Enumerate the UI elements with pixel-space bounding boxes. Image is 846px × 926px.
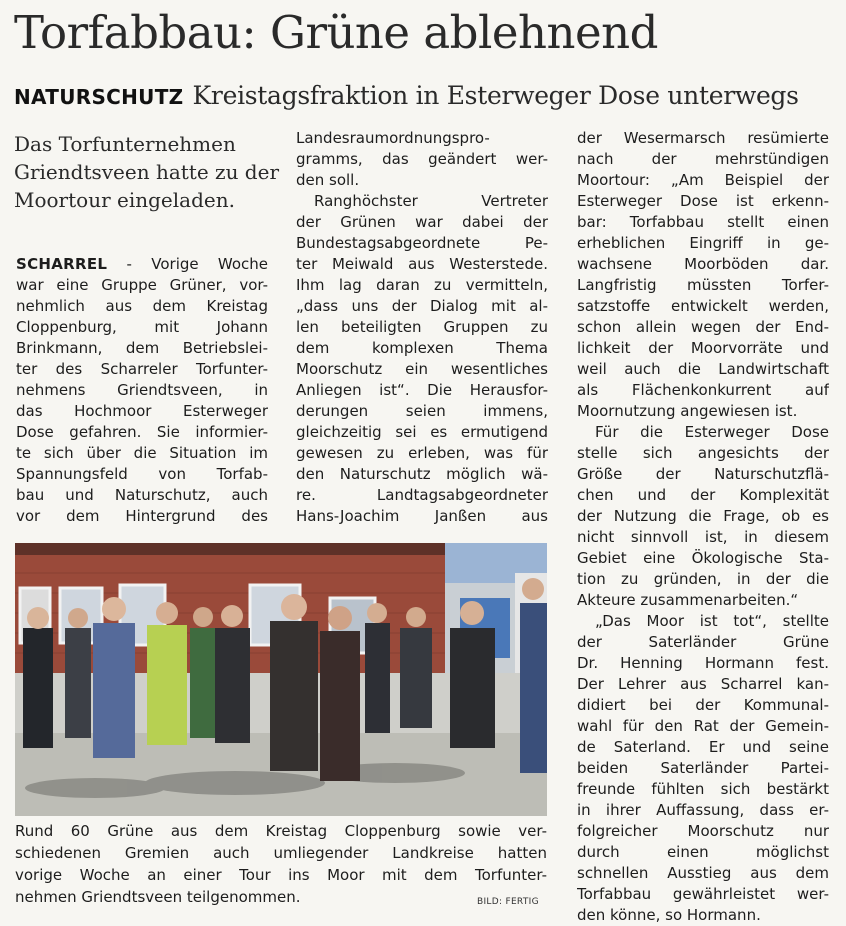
column-line: freunde fühlten sich bestärkt bbox=[577, 780, 829, 798]
column-line: Spannungsfeld von Torfab- bbox=[16, 465, 268, 483]
column-line: das Hochmoor Esterweger bbox=[16, 402, 268, 420]
kicker: NATURSCHUTZ bbox=[14, 85, 184, 109]
column-line: gleichzeitig sei es ermutigend bbox=[296, 423, 548, 441]
column-line: Hans-Joachim Janßen aus bbox=[296, 507, 548, 525]
column-line: gramms, das geändert wer- bbox=[296, 150, 548, 168]
column-line: Moortour: „Am Beispiel der bbox=[577, 171, 829, 189]
column-line: Cloppenburg, mit Johann bbox=[16, 318, 268, 336]
column-line: beiden Saterländer Partei- bbox=[577, 759, 829, 777]
caption-line: Rund 60 Grüne aus dem Kreistag Cloppenburg sowie ver- bbox=[15, 822, 547, 840]
column-line: Ihm lag daran zu vermitteln, bbox=[296, 276, 548, 294]
column-line: ter des Scharreler Torfunter- bbox=[16, 360, 268, 378]
column-line: Esterweger Dose ist erkenn- bbox=[577, 192, 829, 210]
column-line: durch einen möglichst bbox=[577, 843, 829, 861]
column-line: chen und der Komplexität bbox=[577, 486, 829, 504]
column-line: lichkeit der Moorvorräte und bbox=[577, 339, 829, 357]
column-line: erheblichen Eingriff in ge- bbox=[577, 234, 829, 252]
column-line: gewesen zu erleben, was für bbox=[296, 444, 548, 462]
column-line: „Das Moor ist tot“, stellte bbox=[595, 612, 829, 630]
group-photo bbox=[15, 543, 547, 816]
column-line: wahl für den Rat der Gemein- bbox=[577, 717, 829, 735]
column-line: Brinkmann, dem Betriebslei- bbox=[16, 339, 268, 357]
column-line: der Saterländer Grüne bbox=[577, 633, 829, 651]
column-line: Torfabbau gewährleistet wer- bbox=[577, 885, 829, 903]
column-line: der Wesermarsch resümierte bbox=[577, 129, 829, 147]
column-line: folgreicher Moorschutz nur bbox=[577, 822, 829, 840]
lead-line: Das Torfunternehmen bbox=[14, 132, 236, 156]
column-line: satzstoffe entwickelt werden, bbox=[577, 297, 829, 315]
column-line: „dass uns der Dialog mit al- bbox=[296, 297, 548, 315]
column-line: tion zu gründen, in der die bbox=[577, 570, 829, 588]
column-line: Bundestagsabgeordnete Pe- bbox=[296, 234, 548, 252]
column-line: wachsene Moorböden dar. bbox=[577, 255, 829, 273]
column-line: de Saterland. Er und seine bbox=[577, 738, 829, 756]
column-line: bar: Torfabbau stellt einen bbox=[577, 213, 829, 231]
column-line: der Grünen war dabei der bbox=[296, 213, 548, 231]
article-column-1 bbox=[16, 254, 268, 527]
article-column-2 bbox=[296, 128, 548, 527]
column-line: Anliegen ist“. Die Herausfor- bbox=[296, 381, 548, 399]
column-line: derungen seien immens, bbox=[296, 402, 548, 420]
caption-line: nehmen Griendtsveen teilgenommen. bbox=[15, 888, 301, 906]
lead-line: Griendtsveen hatte zu der bbox=[14, 160, 280, 184]
caption-line: schiedenen Gremien auch umliegender Landkreise hatten bbox=[15, 844, 547, 862]
column-line: len beteiligten Gruppen zu bbox=[296, 318, 548, 336]
column-line: der Nutzung die Frage, ob es bbox=[577, 507, 829, 525]
column-line: Dose gefahren. Sie informier- bbox=[16, 423, 268, 441]
column-line: den Naturschutz möglich wä- bbox=[296, 465, 548, 483]
column-line: nehmlich aus dem Kreistag bbox=[16, 297, 268, 315]
column-line: schon allein wegen der End- bbox=[577, 318, 829, 336]
subtitle: Kreistagsfraktion in Esterweger Dose unterwegs bbox=[192, 81, 799, 110]
column-line: bau und Naturschutz, auch bbox=[16, 486, 268, 504]
caption-line: vorige Woche an einer Tour ins Moor mit dem Torfunter- bbox=[15, 866, 547, 884]
column-line: vor dem Hintergrund des bbox=[16, 507, 268, 525]
column-line: nicht sinnvoll ist, in diesem bbox=[577, 528, 829, 546]
dateline-place: SCHARREL bbox=[16, 255, 108, 273]
column-line: re. Landtagsabgeordneter bbox=[296, 486, 548, 504]
column-line: Dr. Henning Hormann fest. bbox=[577, 654, 829, 672]
column-line: als Flächenkonkurrent auf bbox=[577, 381, 829, 399]
article-column-3 bbox=[577, 128, 829, 926]
subhead bbox=[14, 78, 834, 117]
dateline-rest: - Vorige Woche bbox=[107, 255, 268, 273]
lead-text bbox=[14, 130, 280, 214]
column-line: Moorschutz ein wesentliches bbox=[296, 360, 548, 378]
column-line: didiert bei der Kommunal- bbox=[577, 696, 829, 714]
column-line: ter Meiwald aus Westerstede. bbox=[296, 255, 548, 273]
column-line: Gebiet eine Ökologische Sta- bbox=[577, 549, 829, 567]
column-line: war eine Gruppe Grüner, vor- bbox=[16, 276, 268, 294]
column-line: Landesraumordnungspro- bbox=[296, 129, 490, 147]
column-line: weil auch die Landwirtschaft bbox=[577, 360, 829, 378]
column-line: in ihrer Auffassung, dass er- bbox=[577, 801, 829, 819]
column-line: Akteure zusammenarbeiten.“ bbox=[577, 591, 799, 609]
column-line: Für die Esterweger Dose bbox=[595, 423, 829, 441]
column-line: dem komplexen Thema bbox=[296, 339, 548, 357]
column-line bbox=[16, 254, 268, 275]
column-line: den könne, so Hormann. bbox=[577, 906, 761, 924]
column-line: nach der mehrstündigen bbox=[577, 150, 829, 168]
headline: Torfabbau: Grüne ablehnend bbox=[14, 6, 658, 59]
column-line: Größe der Naturschutzflä- bbox=[577, 465, 829, 483]
column-line: stelle sich angesichts der bbox=[577, 444, 829, 462]
photo-caption bbox=[15, 820, 547, 908]
lead-line: Moortour eingeladen. bbox=[14, 188, 235, 212]
column-line: te sich über die Situation im bbox=[16, 444, 268, 462]
column-line: Der Lehrer aus Scharrel kan- bbox=[577, 675, 829, 693]
column-line: Langfristig müssten Torfer- bbox=[577, 276, 829, 294]
photo-credit: BILD: FERTIG bbox=[477, 897, 539, 907]
column-line: den soll. bbox=[296, 171, 360, 189]
column-line: Moornutzung angewiesen ist. bbox=[577, 402, 798, 420]
column-line: schnellen Ausstieg aus dem bbox=[577, 864, 829, 882]
column-line: Ranghöchster Vertreter bbox=[314, 192, 548, 210]
column-line: nehmens Griendtsveen, in bbox=[16, 381, 268, 399]
